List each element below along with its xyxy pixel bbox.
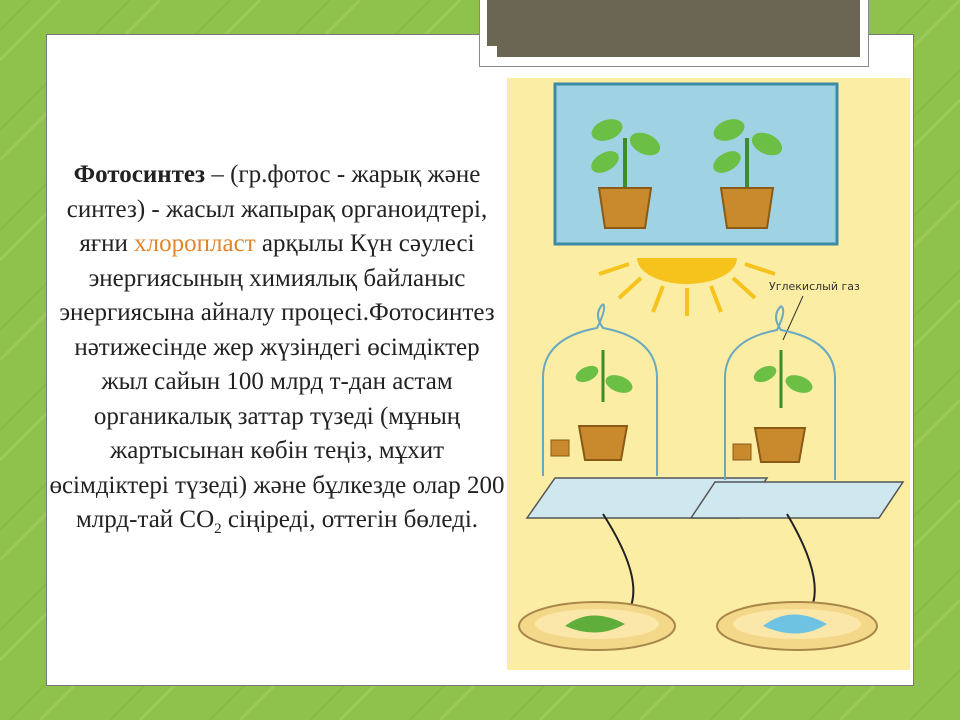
paragraph-part-2: арқылы Күн сәулесі энергиясының химиялық байланыс энергиясына айналу процесі.Фотосинтез нәтижесінде жер жүзіндегі өсімдіктер жыл сайын 100 млрд т-дан астам органикалық заттар түзеді (мұның жартысынан көбін теңіз, мұхит өсімдіктері түзеді) және бұлкезде олар 200 млрд-тай СО (49, 230, 505, 533)
gas-label: Углекислый газ (769, 280, 860, 293)
sun-icon (599, 258, 775, 316)
highlight-chloroplast: хлоропласт (134, 230, 256, 257)
co2-subscript: 2 (214, 521, 222, 537)
petri-dish-left (519, 602, 675, 650)
paragraph-part-1: – (гр.фотос - жарық және синтез) - жасыл жапырақ органоидтері, яғни (66, 161, 488, 257)
body-paragraph (48, 158, 506, 547)
term-bold: Фотосинтез (73, 161, 206, 188)
title-frame-mark (487, 46, 497, 64)
title-bar (487, 0, 860, 57)
photosynthesis-illustration (507, 78, 910, 670)
slide-title: Фотосинтез (62, 37, 404, 106)
bell-jar-right (691, 306, 903, 518)
paragraph-part-3: сіңіреді, оттегін бөледі. (221, 506, 479, 533)
petri-dish-right (717, 602, 877, 650)
light-chamber (555, 84, 837, 244)
